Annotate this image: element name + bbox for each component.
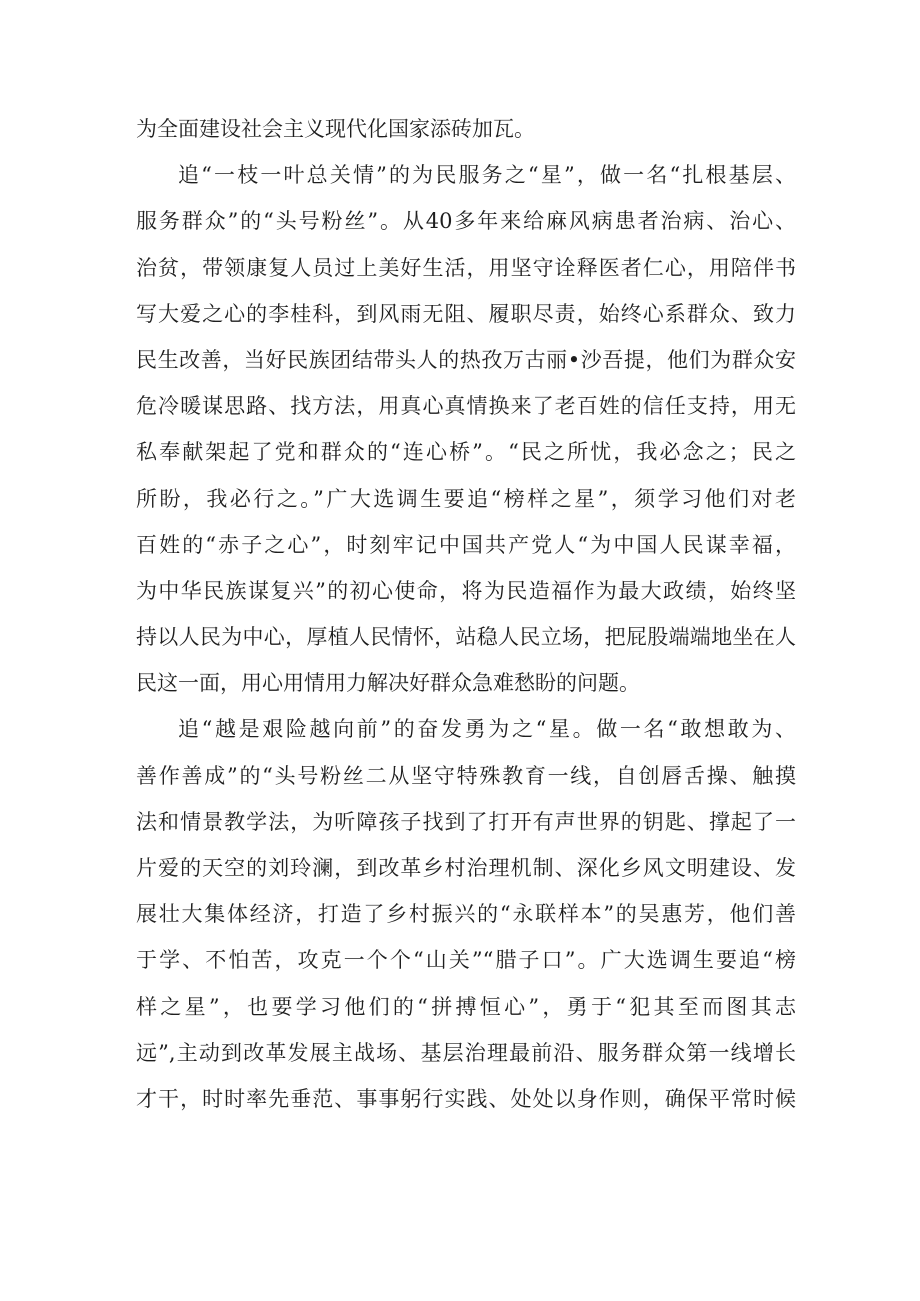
text-line: 法和情景教学法，为听障孩子找到了打开有声世界的钥匙、撑起了一	[136, 809, 796, 834]
text-line: 私奉献架起了党和群众的“连心桥”。“民之所忧，我必念之；民之	[136, 440, 796, 465]
text-line: 所盼，我必行之。”广大选调生要追“榜样之星”，须学习他们对老	[136, 486, 796, 511]
text-line: 为中华民族谋复兴”的初心使命，将为民造福作为最大政绩，始终坚	[136, 578, 796, 603]
paragraph-1	[136, 106, 796, 152]
text-line: 百姓的“赤子之心”，时刻牢记中国共产党人“为中国人民谋幸福，	[136, 532, 796, 557]
text-line: 追“越是艰险越向前”的奋发勇为之“星。做一名“敢想敢为、	[178, 717, 796, 742]
paragraph-2	[136, 152, 796, 706]
text-line: 持以人民为中心，厚植人民情怀，站稳人民立场，把屁股端端地坐在人	[136, 625, 796, 650]
text-line: 为全面建设社会主义现代化国家添砖加瓦。	[136, 117, 535, 141]
paragraph-3	[136, 706, 796, 1122]
text-line: 才干，时时率先垂范、事事躬行实践、处处以身作则，确保平常时候	[136, 1086, 796, 1111]
text-line: 服务群众”的“头号粉丝”。从40多年来给麻风病患者治病、治心、	[136, 209, 796, 234]
text-line: 远”,主动到改革发展主战场、基层治理最前沿、服务群众第一线增长	[136, 1040, 796, 1065]
text-line: 片爱的天空的刘玲澜，到改革乡村治理机制、深化乡风文明建设、发	[136, 856, 796, 880]
text-line: 民这一面，用心用情用力解决好群众急难愁盼的问题。	[136, 671, 640, 696]
text-line: 危冷暖谋思路、找方法，用真心真情换来了老百姓的信任支持，用无	[136, 394, 796, 419]
text-line: 善作善成”的“头号粉丝二从坚守特殊教育一线，自创唇舌操、触摸	[136, 763, 796, 788]
body-text	[136, 106, 796, 1122]
text-line: 追“一枝一叶总关情”的为民服务之“星”，做一名“扎根基层、	[178, 163, 796, 188]
text-line: 治贫，带领康复人员过上美好生活，用坚守诠释医者仁心，用陪伴书	[136, 255, 796, 280]
text-line: 民生改善，当好民族团结带头人的热孜万古丽•沙吾提，他们为群众安	[136, 347, 796, 372]
text-line: 展壮大集体经济，打造了乡村振兴的“永联样本”的吴惠芳，他们善	[136, 902, 796, 927]
text-line: 于学、不怕苦，攻克一个个“山关”“腊子口”。广大选调生要追“榜	[136, 948, 796, 973]
text-line: 写大爱之心的李桂科，到风雨无阻、履职尽责，始终心系群众、致力	[136, 301, 796, 326]
text-line: 样之星”，也要学习他们的“拼搏恒心”，勇于“犯其至而图其志	[136, 994, 796, 1019]
